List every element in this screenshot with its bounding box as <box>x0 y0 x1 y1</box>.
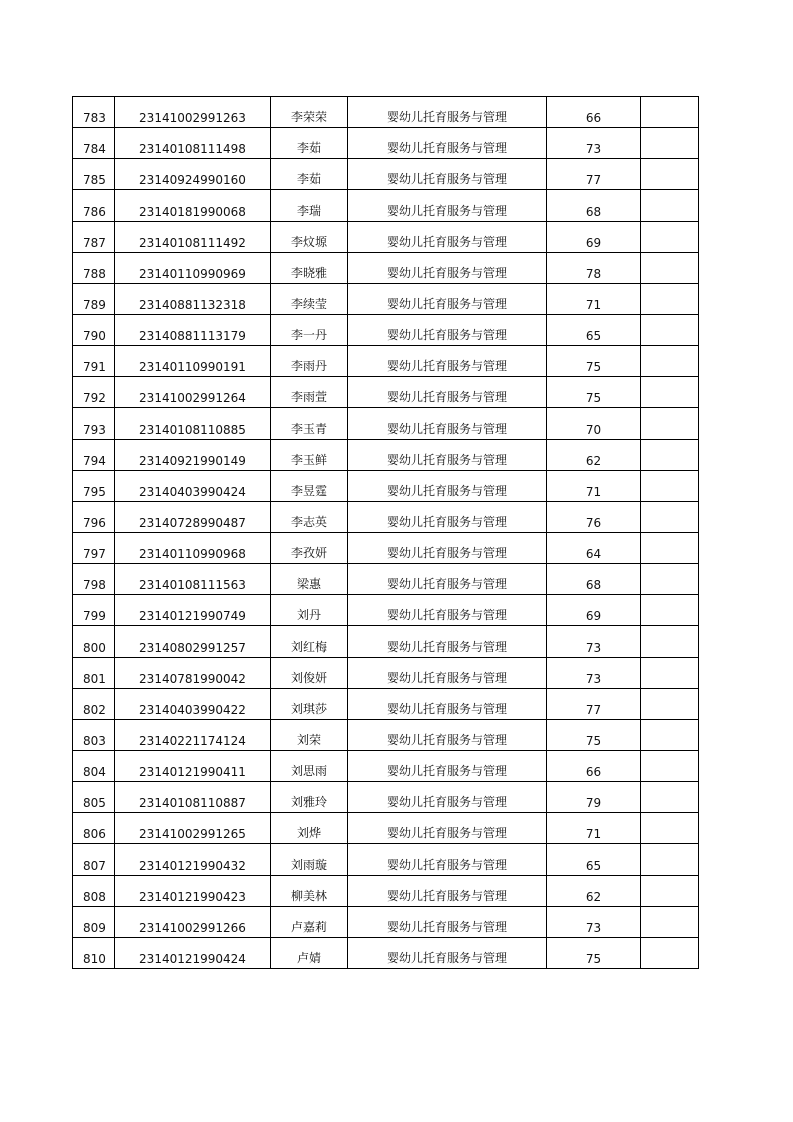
note-cell <box>641 532 699 563</box>
major-cell: 婴幼儿托育服务与管理 <box>348 595 547 626</box>
exam-id-cell: 23140108110887 <box>115 782 271 813</box>
score-cell: 66 <box>547 750 641 781</box>
score-cell: 68 <box>547 190 641 221</box>
exam-id-cell: 23140121990749 <box>115 595 271 626</box>
note-cell <box>641 97 699 128</box>
score-cell: 69 <box>547 595 641 626</box>
score-cell: 73 <box>547 657 641 688</box>
major-cell: 婴幼儿托育服务与管理 <box>348 906 547 937</box>
major-cell: 婴幼儿托育服务与管理 <box>348 346 547 377</box>
major-cell: 婴幼儿托育服务与管理 <box>348 782 547 813</box>
exam-id-cell: 23140881113179 <box>115 314 271 345</box>
score-cell: 62 <box>547 439 641 470</box>
row-number-cell: 804 <box>73 750 115 781</box>
major-cell: 婴幼儿托育服务与管理 <box>348 128 547 159</box>
row-number-cell: 799 <box>73 595 115 626</box>
table-row <box>73 688 699 719</box>
table-row <box>73 97 699 128</box>
exam-id-cell: 23140121990424 <box>115 937 271 968</box>
table-row <box>73 439 699 470</box>
name-cell: 刘烨 <box>271 813 348 844</box>
score-cell: 79 <box>547 782 641 813</box>
table-row <box>73 813 699 844</box>
exam-id-cell: 23140108111563 <box>115 564 271 595</box>
name-cell: 李玉鲜 <box>271 439 348 470</box>
exam-id-cell: 23140110990191 <box>115 346 271 377</box>
table-row <box>73 657 699 688</box>
major-cell: 婴幼儿托育服务与管理 <box>348 377 547 408</box>
table-row <box>73 906 699 937</box>
name-cell: 李一丹 <box>271 314 348 345</box>
table-row <box>73 532 699 563</box>
score-cell: 62 <box>547 875 641 906</box>
major-cell: 婴幼儿托育服务与管理 <box>348 252 547 283</box>
major-cell: 婴幼儿托育服务与管理 <box>348 470 547 501</box>
row-number-cell: 807 <box>73 844 115 875</box>
table-row <box>73 128 699 159</box>
exam-id-cell: 23141002991264 <box>115 377 271 408</box>
note-cell <box>641 813 699 844</box>
score-cell: 73 <box>547 626 641 657</box>
major-cell: 婴幼儿托育服务与管理 <box>348 532 547 563</box>
score-cell: 75 <box>547 377 641 408</box>
note-cell <box>641 657 699 688</box>
major-cell: 婴幼儿托育服务与管理 <box>348 875 547 906</box>
table-row <box>73 719 699 750</box>
name-cell: 刘红梅 <box>271 626 348 657</box>
exam-id-cell: 23141002991263 <box>115 97 271 128</box>
note-cell <box>641 470 699 501</box>
score-cell: 78 <box>547 252 641 283</box>
table-row <box>73 283 699 314</box>
table-row <box>73 470 699 501</box>
row-number-cell: 785 <box>73 159 115 190</box>
note-cell <box>641 782 699 813</box>
exam-id-cell: 23140221174124 <box>115 719 271 750</box>
score-cell: 68 <box>547 564 641 595</box>
exam-id-cell: 23140110990968 <box>115 532 271 563</box>
row-number-cell: 789 <box>73 283 115 314</box>
name-cell: 刘荣 <box>271 719 348 750</box>
score-cell: 75 <box>547 346 641 377</box>
exam-id-cell: 23140403990424 <box>115 470 271 501</box>
major-cell: 婴幼儿托育服务与管理 <box>348 439 547 470</box>
score-table <box>72 96 699 969</box>
name-cell: 李雨萱 <box>271 377 348 408</box>
row-number-cell: 802 <box>73 688 115 719</box>
score-cell: 65 <box>547 844 641 875</box>
row-number-cell: 798 <box>73 564 115 595</box>
note-cell <box>641 346 699 377</box>
row-number-cell: 787 <box>73 221 115 252</box>
exam-id-cell: 23140108111492 <box>115 221 271 252</box>
exam-id-cell: 23140728990487 <box>115 501 271 532</box>
table-row <box>73 937 699 968</box>
row-number-cell: 801 <box>73 657 115 688</box>
exam-id-cell: 23140781990042 <box>115 657 271 688</box>
exam-id-cell: 23140121990432 <box>115 844 271 875</box>
name-cell: 卢婧 <box>271 937 348 968</box>
major-cell: 婴幼儿托育服务与管理 <box>348 314 547 345</box>
note-cell <box>641 408 699 439</box>
exam-id-cell: 23140403990422 <box>115 688 271 719</box>
score-cell: 73 <box>547 128 641 159</box>
note-cell <box>641 906 699 937</box>
row-number-cell: 790 <box>73 314 115 345</box>
row-number-cell: 786 <box>73 190 115 221</box>
note-cell <box>641 314 699 345</box>
row-number-cell: 794 <box>73 439 115 470</box>
name-cell: 李晓雅 <box>271 252 348 283</box>
note-cell <box>641 501 699 532</box>
exam-id-cell: 23140924990160 <box>115 159 271 190</box>
name-cell: 李瑞 <box>271 190 348 221</box>
exam-id-cell: 23140881132318 <box>115 283 271 314</box>
name-cell: 李续莹 <box>271 283 348 314</box>
score-cell: 66 <box>547 97 641 128</box>
exam-id-cell: 23140121990423 <box>115 875 271 906</box>
row-number-cell: 803 <box>73 719 115 750</box>
note-cell <box>641 159 699 190</box>
table-row <box>73 377 699 408</box>
name-cell: 李荣荣 <box>271 97 348 128</box>
note-cell <box>641 377 699 408</box>
note-cell <box>641 190 699 221</box>
score-cell: 71 <box>547 813 641 844</box>
row-number-cell: 809 <box>73 906 115 937</box>
row-number-cell: 810 <box>73 937 115 968</box>
major-cell: 婴幼儿托育服务与管理 <box>348 813 547 844</box>
score-cell: 71 <box>547 283 641 314</box>
name-cell: 刘琪莎 <box>271 688 348 719</box>
note-cell <box>641 128 699 159</box>
row-number-cell: 783 <box>73 97 115 128</box>
exam-id-cell: 23140802991257 <box>115 626 271 657</box>
major-cell: 婴幼儿托育服务与管理 <box>348 221 547 252</box>
major-cell: 婴幼儿托育服务与管理 <box>348 626 547 657</box>
table-row <box>73 875 699 906</box>
name-cell: 刘思雨 <box>271 750 348 781</box>
exam-id-cell: 23140108111498 <box>115 128 271 159</box>
score-cell: 75 <box>547 937 641 968</box>
score-cell: 71 <box>547 470 641 501</box>
table-row <box>73 314 699 345</box>
table-row <box>73 221 699 252</box>
major-cell: 婴幼儿托育服务与管理 <box>348 159 547 190</box>
table-row <box>73 844 699 875</box>
major-cell: 婴幼儿托育服务与管理 <box>348 719 547 750</box>
row-number-cell: 784 <box>73 128 115 159</box>
exam-id-cell: 23141002991265 <box>115 813 271 844</box>
exam-id-cell: 23140110990969 <box>115 252 271 283</box>
major-cell: 婴幼儿托育服务与管理 <box>348 97 547 128</box>
note-cell <box>641 252 699 283</box>
row-number-cell: 788 <box>73 252 115 283</box>
name-cell: 刘雅玲 <box>271 782 348 813</box>
table-row <box>73 159 699 190</box>
name-cell: 李孜妍 <box>271 532 348 563</box>
row-number-cell: 791 <box>73 346 115 377</box>
table-row <box>73 595 699 626</box>
major-cell: 婴幼儿托育服务与管理 <box>348 408 547 439</box>
name-cell: 卢嘉莉 <box>271 906 348 937</box>
note-cell <box>641 439 699 470</box>
note-cell <box>641 283 699 314</box>
exam-id-cell: 23141002991266 <box>115 906 271 937</box>
name-cell: 李茹 <box>271 128 348 159</box>
table-row <box>73 408 699 439</box>
score-cell: 64 <box>547 532 641 563</box>
score-cell: 76 <box>547 501 641 532</box>
note-cell <box>641 719 699 750</box>
note-cell <box>641 564 699 595</box>
score-cell: 75 <box>547 719 641 750</box>
table-row <box>73 564 699 595</box>
name-cell: 刘丹 <box>271 595 348 626</box>
note-cell <box>641 595 699 626</box>
table-body <box>73 97 699 969</box>
table-row <box>73 346 699 377</box>
major-cell: 婴幼儿托育服务与管理 <box>348 190 547 221</box>
score-cell: 70 <box>547 408 641 439</box>
exam-id-cell: 23140108110885 <box>115 408 271 439</box>
row-number-cell: 796 <box>73 501 115 532</box>
name-cell: 梁惠 <box>271 564 348 595</box>
score-cell: 73 <box>547 906 641 937</box>
major-cell: 婴幼儿托育服务与管理 <box>348 844 547 875</box>
note-cell <box>641 750 699 781</box>
exam-id-cell: 23140181990068 <box>115 190 271 221</box>
score-cell: 77 <box>547 688 641 719</box>
major-cell: 婴幼儿托育服务与管理 <box>348 564 547 595</box>
table-row <box>73 252 699 283</box>
table-row <box>73 501 699 532</box>
table-row <box>73 750 699 781</box>
major-cell: 婴幼儿托育服务与管理 <box>348 688 547 719</box>
major-cell: 婴幼儿托育服务与管理 <box>348 657 547 688</box>
name-cell: 李茹 <box>271 159 348 190</box>
exam-id-cell: 23140121990411 <box>115 750 271 781</box>
major-cell: 婴幼儿托育服务与管理 <box>348 750 547 781</box>
row-number-cell: 800 <box>73 626 115 657</box>
name-cell: 刘雨璇 <box>271 844 348 875</box>
table-row <box>73 190 699 221</box>
score-cell: 77 <box>547 159 641 190</box>
note-cell <box>641 937 699 968</box>
note-cell <box>641 221 699 252</box>
name-cell: 柳美林 <box>271 875 348 906</box>
name-cell: 李玉青 <box>271 408 348 439</box>
row-number-cell: 805 <box>73 782 115 813</box>
row-number-cell: 806 <box>73 813 115 844</box>
table-row <box>73 782 699 813</box>
table-row <box>73 626 699 657</box>
exam-id-cell: 23140921990149 <box>115 439 271 470</box>
name-cell: 李雨丹 <box>271 346 348 377</box>
score-cell: 65 <box>547 314 641 345</box>
major-cell: 婴幼儿托育服务与管理 <box>348 937 547 968</box>
note-cell <box>641 626 699 657</box>
row-number-cell: 795 <box>73 470 115 501</box>
score-cell: 69 <box>547 221 641 252</box>
name-cell: 李志英 <box>271 501 348 532</box>
name-cell: 刘俊妍 <box>271 657 348 688</box>
note-cell <box>641 844 699 875</box>
row-number-cell: 808 <box>73 875 115 906</box>
row-number-cell: 797 <box>73 532 115 563</box>
row-number-cell: 792 <box>73 377 115 408</box>
note-cell <box>641 875 699 906</box>
note-cell <box>641 688 699 719</box>
name-cell: 李昱霆 <box>271 470 348 501</box>
major-cell: 婴幼儿托育服务与管理 <box>348 283 547 314</box>
major-cell: 婴幼儿托育服务与管理 <box>348 501 547 532</box>
name-cell: 李炆塬 <box>271 221 348 252</box>
row-number-cell: 793 <box>73 408 115 439</box>
